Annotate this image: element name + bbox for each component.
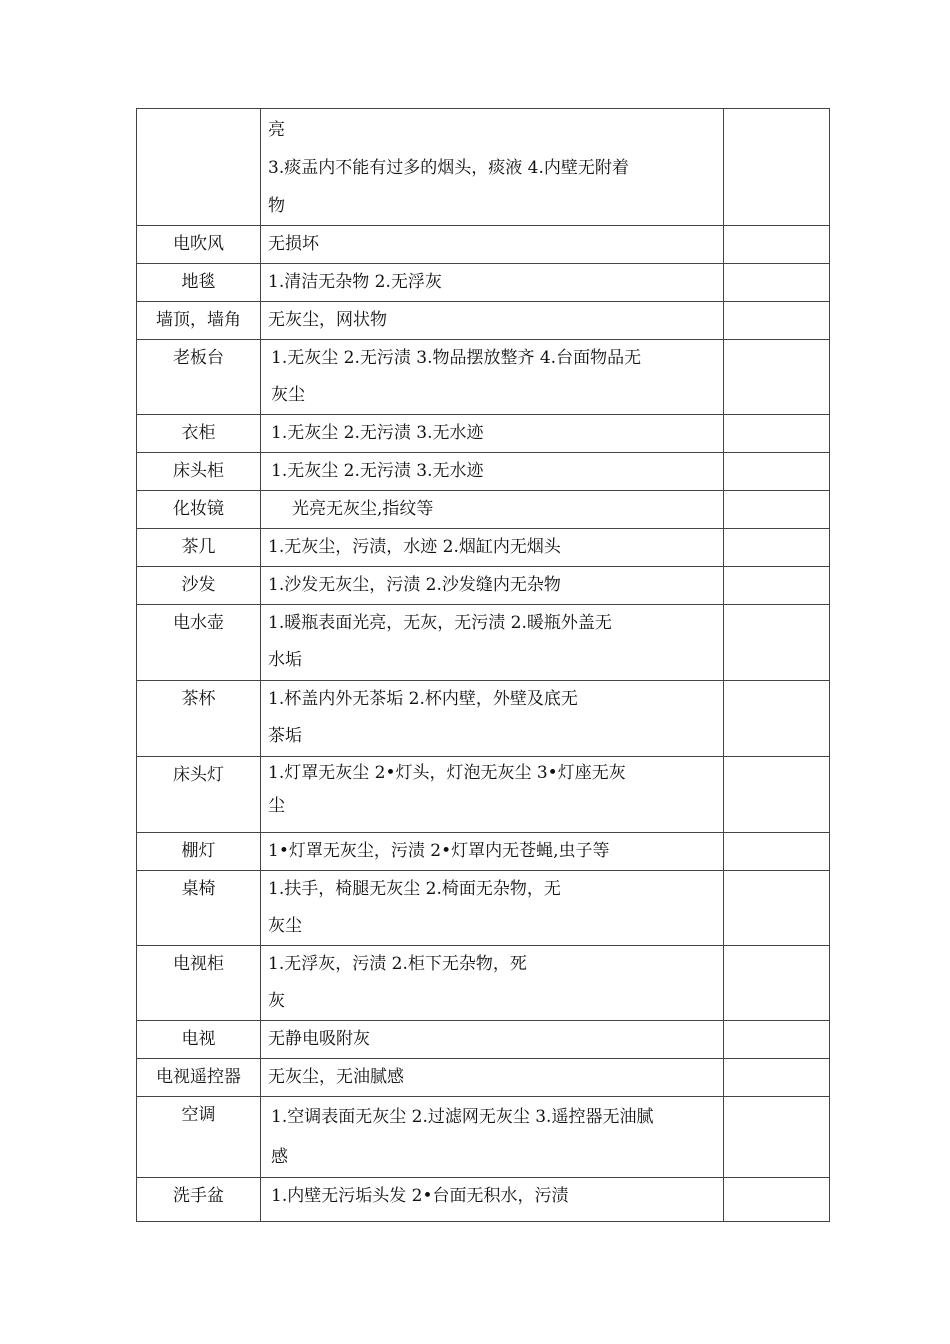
- table-row: [137, 415, 830, 453]
- remark-cell: [724, 529, 830, 567]
- standard-text: 1.无浮灰，污渍 2.柜下无杂物，死 灰: [268, 954, 527, 1011]
- standard-cell: [261, 605, 724, 681]
- table-row: [137, 453, 830, 491]
- table-row: [137, 567, 830, 605]
- standard-text: 亮 3.痰盂内不能有过多的烟头，痰液 4.内壁无附着 物: [268, 120, 629, 216]
- item-cell: 茶杯: [137, 681, 261, 757]
- standard-cell: [261, 833, 724, 871]
- standard-text: 无损坏: [268, 234, 319, 254]
- table-row: [137, 757, 830, 833]
- standard-text: 1•灯罩无灰尘，污渍 2•灯罩内无苍蝇,虫子等: [268, 841, 610, 861]
- remark-cell: [724, 757, 830, 833]
- remark-cell: [724, 340, 830, 415]
- table-row: [137, 340, 830, 415]
- item-cell: 沙发: [137, 567, 261, 605]
- item-cell: 墙顶，墙角: [137, 302, 261, 340]
- table-row: [137, 1178, 830, 1222]
- table-row: [137, 1021, 830, 1059]
- standard-text: 1.无灰尘 2.无污渍 3.无水迹: [271, 461, 484, 481]
- standard-text: 1.无灰尘，污渍，水迹 2.烟缸内无烟头: [268, 537, 561, 557]
- table-row: [137, 1059, 830, 1097]
- standard-cell: [261, 264, 724, 302]
- standard-text: 无灰尘，网状物: [268, 310, 387, 330]
- remark-cell: [724, 833, 830, 871]
- standard-cell: [261, 1178, 724, 1222]
- standard-cell: [261, 302, 724, 340]
- remark-cell: [724, 491, 830, 529]
- remark-cell: [724, 681, 830, 757]
- standard-text: 1.无灰尘 2.无污渍 3.物品摆放整齐 4.台面物品无 灰尘: [271, 348, 642, 405]
- standard-cell: [261, 491, 724, 529]
- remark-cell: [724, 1059, 830, 1097]
- standard-text: 1.沙发无灰尘，污渍 2.沙发缝内无杂物: [268, 575, 561, 595]
- standard-text: 1.内壁无污垢头发 2•台面无积水，污渍: [271, 1186, 569, 1206]
- table-row: [137, 264, 830, 302]
- table-row: [137, 302, 830, 340]
- table-row: [137, 109, 830, 226]
- item-cell: 桌椅: [137, 871, 261, 946]
- item-cell: 电视柜: [137, 946, 261, 1021]
- remark-cell: [724, 415, 830, 453]
- standard-text: 1.清洁无杂物 2.无浮灰: [268, 272, 442, 292]
- item-cell: 茶几: [137, 529, 261, 567]
- table-row: [137, 491, 830, 529]
- remark-cell: [724, 302, 830, 340]
- remark-cell: [724, 605, 830, 681]
- remark-cell: [724, 1097, 830, 1178]
- item-cell: 电吹风: [137, 226, 261, 264]
- remark-cell: [724, 1021, 830, 1059]
- remark-cell: [724, 264, 830, 302]
- item-cell: 衣柜: [137, 415, 261, 453]
- table-row: [137, 946, 830, 1021]
- table-row: [137, 681, 830, 757]
- standard-cell: [261, 1021, 724, 1059]
- standard-cell: [261, 871, 724, 946]
- remark-cell: [724, 871, 830, 946]
- item-cell: 床头柜: [137, 453, 261, 491]
- standard-cell: [261, 681, 724, 757]
- table-row: [137, 871, 830, 946]
- standard-text: 1.扶手，椅腿无灰尘 2.椅面无杂物，无 灰尘: [268, 879, 561, 936]
- standard-cell: [261, 226, 724, 264]
- standard-cell: [261, 946, 724, 1021]
- item-cell: 电视遥控器: [137, 1059, 261, 1097]
- remark-cell: [724, 226, 830, 264]
- item-cell: 电视: [137, 1021, 261, 1059]
- standard-text: 1.无灰尘 2.无污渍 3.无水迹: [271, 423, 484, 443]
- item-cell: 棚灯: [137, 833, 261, 871]
- item-cell: 空调: [137, 1097, 261, 1178]
- standard-text: 1.杯盖内外无茶垢 2.杯内壁，外壁及底无 茶垢: [268, 689, 578, 746]
- remark-cell: [724, 453, 830, 491]
- standard-text: 无静电吸附灰: [268, 1029, 370, 1049]
- item-cell: [137, 109, 261, 226]
- standard-cell: [261, 415, 724, 453]
- standard-cell: [261, 529, 724, 567]
- standard-text: 无灰尘，无油腻感: [268, 1067, 404, 1087]
- standard-text: 1.暖瓶表面光亮，无灰，无污渍 2.暖瓶外盖无 水垢: [268, 613, 612, 670]
- item-cell: 化妆镜: [137, 491, 261, 529]
- table-row: [137, 1097, 830, 1178]
- item-cell: 床头灯: [137, 757, 261, 833]
- inspection-table: [136, 108, 830, 1222]
- standard-cell: [261, 1059, 724, 1097]
- standard-cell: [261, 453, 724, 491]
- item-cell: 洗手盆: [137, 1178, 261, 1222]
- table-row: [137, 529, 830, 567]
- standard-cell: [261, 109, 724, 226]
- standard-text: 1.灯罩无灰尘 2•灯头，灯泡无灰尘 3•灯座无灰 尘: [268, 763, 626, 816]
- item-cell: 地毯: [137, 264, 261, 302]
- table-row: [137, 226, 830, 264]
- standard-cell: [261, 1097, 724, 1178]
- standard-cell: [261, 757, 724, 833]
- remark-cell: [724, 1178, 830, 1222]
- remark-cell: [724, 567, 830, 605]
- table-row: [137, 833, 830, 871]
- standard-text: 光亮无灰尘,指纹等: [292, 499, 434, 519]
- item-cell: 老板台: [137, 340, 261, 415]
- remark-cell: [724, 109, 830, 226]
- table-row: [137, 605, 830, 681]
- standard-text: 1.空调表面无灰尘 2.过滤网无灰尘 3.遥控器无油腻 感: [271, 1107, 654, 1167]
- standard-cell: [261, 340, 724, 415]
- standard-cell: [261, 567, 724, 605]
- item-cell: 电水壶: [137, 605, 261, 681]
- remark-cell: [724, 946, 830, 1021]
